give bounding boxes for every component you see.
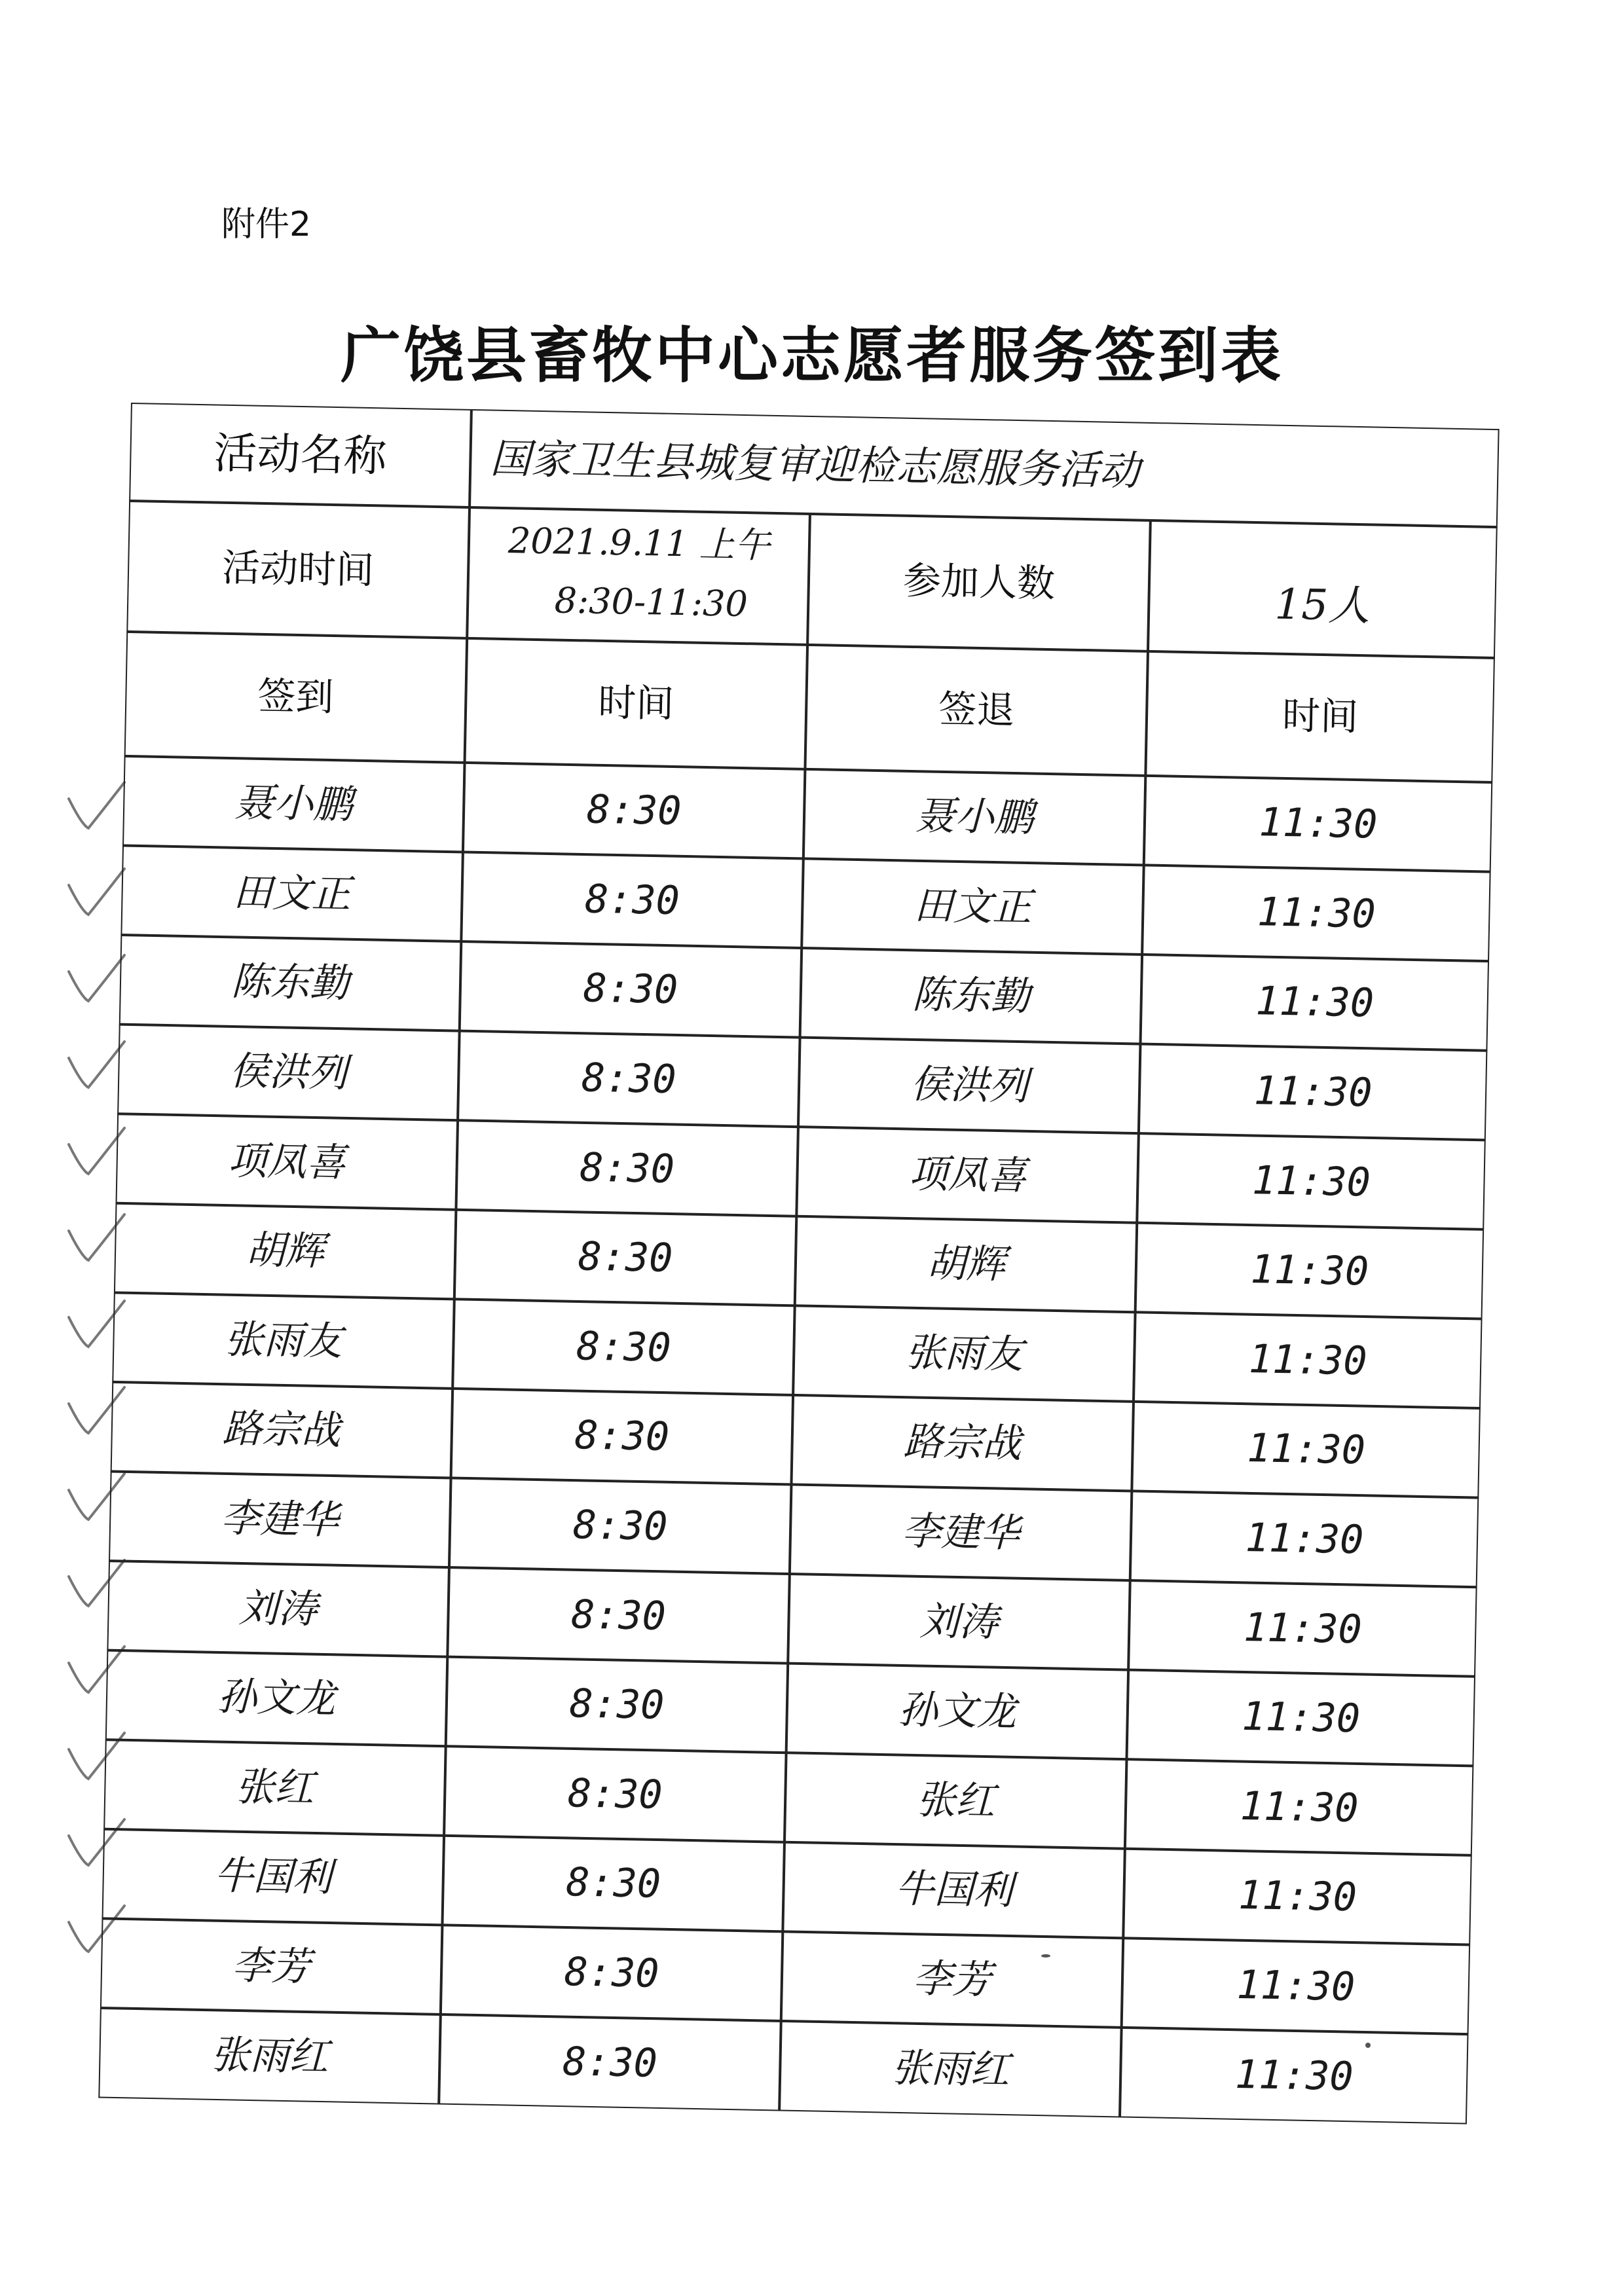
signature-out: 胡辉 bbox=[926, 1240, 1006, 1288]
signature-out: 李建华 bbox=[901, 1508, 1020, 1557]
label-participants: 参加人数 bbox=[902, 558, 1056, 606]
signature-in: 聂小鹏 bbox=[234, 780, 353, 828]
label-activity-time: 活动时间 bbox=[221, 545, 375, 593]
signature-out: 田文正 bbox=[913, 882, 1033, 931]
time-in-value: 8:30 bbox=[562, 2038, 658, 2086]
time-out-value: 11:30 bbox=[1241, 1694, 1361, 1742]
activity-name-value: 国家卫生县城复审迎检志愿服务活动 bbox=[489, 434, 1141, 495]
signature-in: 侯洪列 bbox=[229, 1048, 348, 1097]
signature-in: 孙文龙 bbox=[217, 1674, 336, 1722]
signature-out: 侯洪列 bbox=[910, 1061, 1029, 1110]
activity-date-value: 2021.9.11 上午 bbox=[507, 520, 771, 567]
time-in-value: 8:30 bbox=[567, 1770, 663, 1818]
signature-in: 张红 bbox=[234, 1764, 315, 1812]
time-in-value: 8:30 bbox=[572, 1502, 669, 1550]
time-in-value: 8:30 bbox=[576, 1323, 672, 1371]
signature-out: 李芳 bbox=[912, 1956, 992, 2003]
time-in-value: 8:30 bbox=[574, 1412, 670, 1461]
column-header-sign-out: 签退 bbox=[938, 686, 1015, 733]
time-in-value: 8:30 bbox=[578, 1233, 673, 1282]
time-out-value: 11:30 bbox=[1248, 1336, 1368, 1385]
signature-out: 项凤喜 bbox=[908, 1150, 1027, 1199]
time-out-value: 11:30 bbox=[1245, 1515, 1364, 1563]
scan-speck bbox=[1041, 1954, 1050, 1958]
time-in-value: 8:30 bbox=[586, 786, 682, 835]
time-out-value: 11:30 bbox=[1257, 889, 1376, 938]
signature-out: 路宗战 bbox=[903, 1419, 1022, 1467]
time-out-value: 11:30 bbox=[1234, 2051, 1354, 2100]
time-in-value: 8:30 bbox=[565, 1859, 661, 1908]
signature-out: 张红 bbox=[915, 1777, 995, 1825]
signature-in: 李芳 bbox=[231, 1942, 311, 1990]
column-header-time-in: 时间 bbox=[597, 680, 674, 727]
signature-out: 陈东勤 bbox=[912, 972, 1031, 1020]
participant-count-value: 15人 bbox=[1274, 580, 1371, 631]
time-out-value: 11:30 bbox=[1238, 1872, 1357, 1921]
signature-out: 孙文龙 bbox=[898, 1687, 1017, 1736]
time-out-value: 11:30 bbox=[1236, 1961, 1356, 2011]
signature-in: 项凤喜 bbox=[227, 1137, 346, 1186]
sign-in-sheet bbox=[98, 403, 1499, 2124]
time-out-value: 11:30 bbox=[1255, 978, 1375, 1027]
attachment-label: 附件2 bbox=[221, 205, 312, 244]
signature-in: 刘涛 bbox=[238, 1585, 318, 1633]
signature-in: 李建华 bbox=[220, 1495, 339, 1544]
signature-out: 刘涛 bbox=[919, 1598, 999, 1646]
scan-speck bbox=[1365, 2043, 1371, 2048]
signature-in: 陈东勤 bbox=[231, 958, 350, 1008]
time-out-value: 11:30 bbox=[1253, 1068, 1373, 1116]
signature-in: 田文正 bbox=[232, 869, 352, 918]
time-out-value: 11:30 bbox=[1251, 1157, 1371, 1206]
signature-out: 牛国利 bbox=[894, 1866, 1014, 1914]
column-header-sign-in: 签到 bbox=[257, 673, 335, 720]
label-activity-name: 活动名称 bbox=[213, 428, 388, 482]
time-in-value: 8:30 bbox=[579, 1144, 675, 1192]
time-in-value: 8:30 bbox=[564, 1949, 659, 1997]
time-in-value: 8:30 bbox=[584, 876, 680, 924]
time-out-value: 11:30 bbox=[1249, 1247, 1369, 1295]
signature-in: 张雨友 bbox=[223, 1316, 343, 1365]
signature-out: 张雨红 bbox=[891, 2045, 1010, 2093]
time-in-value: 8:30 bbox=[583, 965, 678, 1013]
signature-out: 聂小鹏 bbox=[915, 793, 1034, 841]
signature-in: 路宗战 bbox=[222, 1406, 341, 1454]
time-out-value: 11:30 bbox=[1259, 799, 1378, 848]
activity-hours-value: 8:30-11:30 bbox=[554, 579, 748, 625]
column-header-time-out: 时间 bbox=[1282, 693, 1359, 740]
time-in-value: 8:30 bbox=[569, 1681, 665, 1729]
time-out-value: 11:30 bbox=[1243, 1604, 1363, 1653]
time-out-value: 11:30 bbox=[1246, 1425, 1366, 1474]
signature-in: 张雨红 bbox=[210, 2032, 329, 2080]
page-title: 广饶县畜牧中心志愿者服务签到表 bbox=[340, 321, 1283, 391]
signature-out: 张雨友 bbox=[904, 1329, 1024, 1378]
time-in-value: 8:30 bbox=[581, 1055, 677, 1103]
signature-in: 牛国利 bbox=[213, 1853, 333, 1901]
time-in-value: 8:30 bbox=[570, 1591, 667, 1639]
signature-in: 胡辉 bbox=[245, 1227, 325, 1275]
time-out-value: 11:30 bbox=[1240, 1783, 1359, 1832]
